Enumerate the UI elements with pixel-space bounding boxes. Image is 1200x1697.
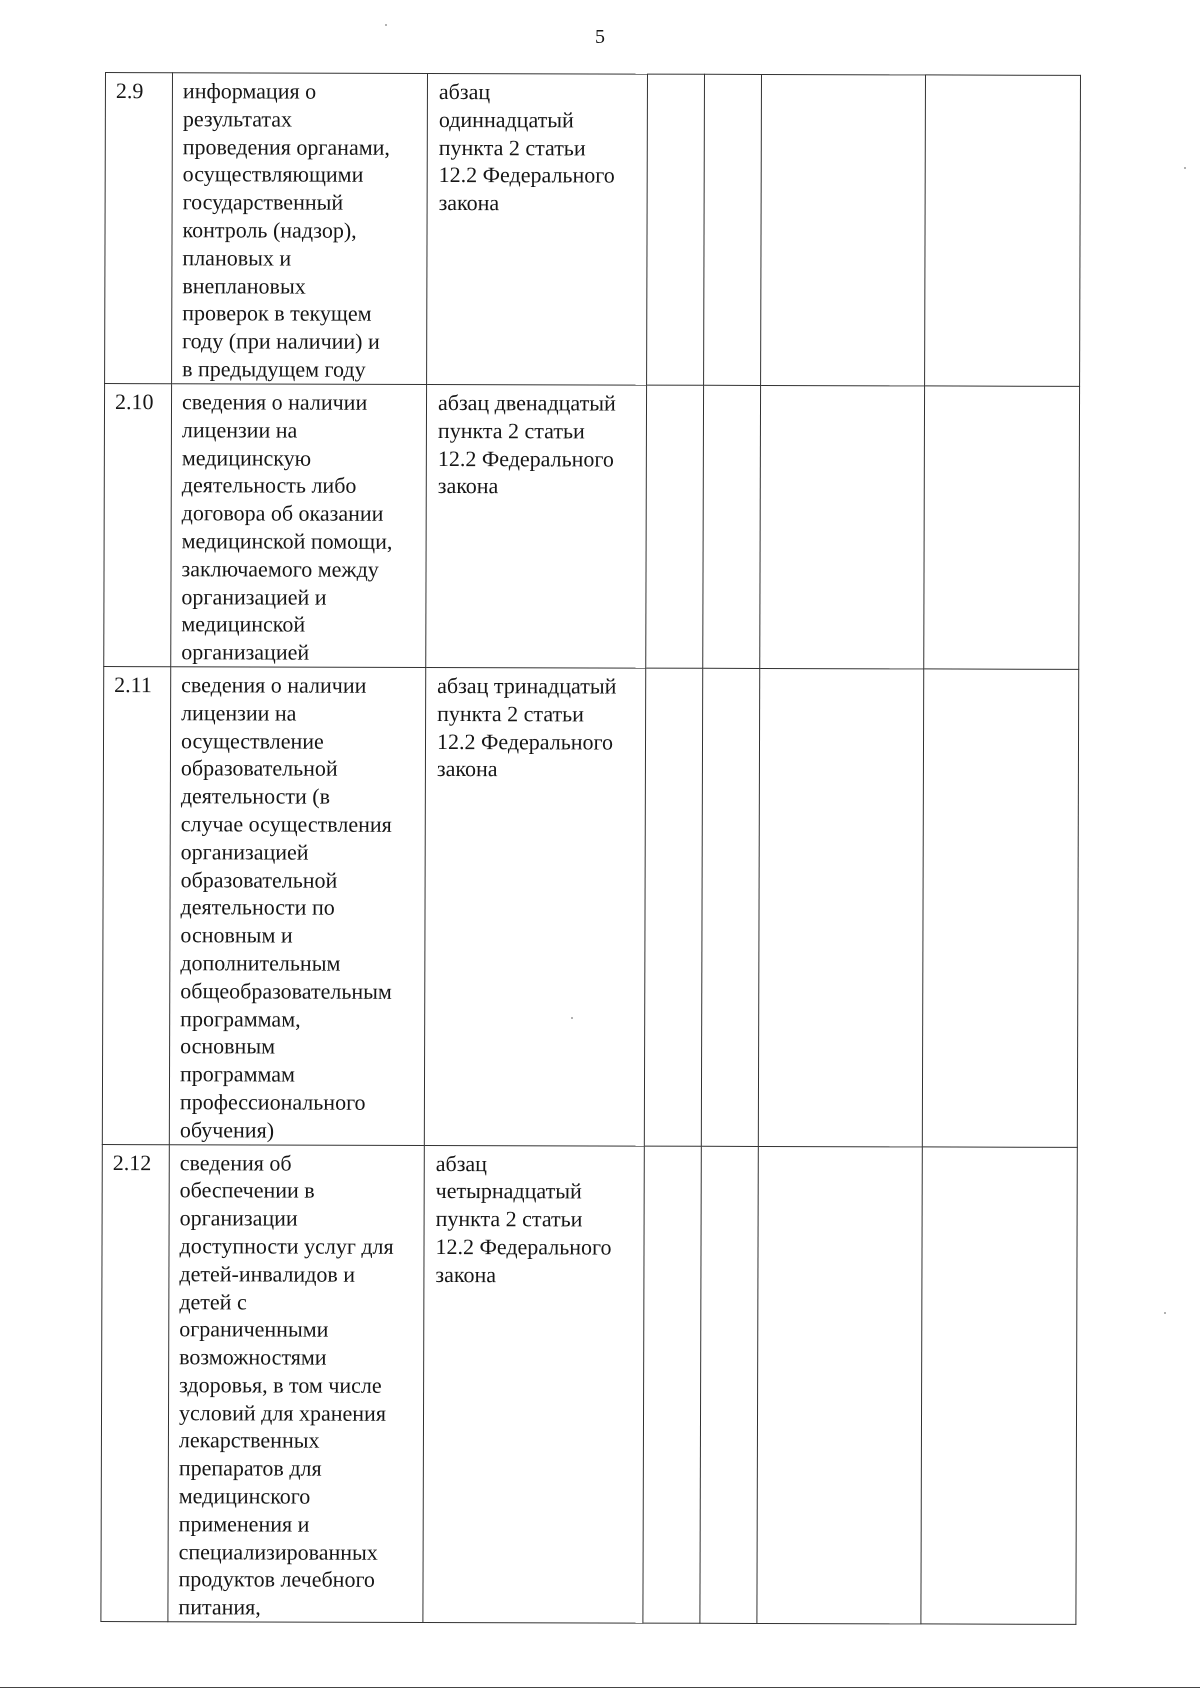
- scan-speck: [1164, 1312, 1166, 1314]
- empty-cell: [643, 1146, 701, 1624]
- table-row: [104, 384, 1080, 670]
- empty-cell: [703, 385, 761, 668]
- table-row: [105, 73, 1081, 387]
- table-row: [102, 666, 1078, 1146]
- requirements-table: [100, 72, 1081, 1625]
- scan-edge-line: [0, 1687, 1200, 1688]
- legal-reference: абзац двенадцатый пункта 2 статьи 12.2 Федерального закона: [426, 384, 647, 668]
- item-number: 2.12: [101, 1144, 169, 1622]
- item-description: информация о результатах проведения органами, осуществляющими государственный контроль (надзор), плановых и внеплановых проверок в текущем году (при наличии) и в предыдущем году: [172, 73, 428, 385]
- item-number: 2.10: [104, 384, 172, 667]
- item-number: 2.11: [102, 666, 170, 1144]
- scan-speck: [1184, 167, 1186, 169]
- empty-cell: [925, 75, 1081, 386]
- item-description: сведения об обеспечении в организации доступности услуг для детей-инвалидов и детей с ограниченными возможностями здоровья, в том числе условий для хранения лекарственных препаратов для медицинского применения и специализированных продуктов лечебного питания,: [168, 1144, 424, 1622]
- legal-reference: абзац тринадцатый пункта 2 статьи 12.2 Федерального закона: [424, 667, 645, 1145]
- empty-cell: [761, 74, 926, 385]
- legal-reference: абзац четырнадцатый пункта 2 статьи 12.2 Федерального закона: [423, 1145, 644, 1623]
- scan-speck: [385, 24, 387, 26]
- item-description: сведения о наличии лицензии на осуществление образовательной деятельности (в случае осуществления организацией образовательной деятельности по основным и дополнительным общеобразовательным программам, основным программам профессионального обучения): [169, 667, 425, 1145]
- empty-cell: [921, 1146, 1077, 1624]
- table-row: [101, 1144, 1077, 1624]
- item-description: сведения о наличии лицензии на медицинскую деятельность либо договора об оказании медицинской помощи, заключаемого между организацией и медицинской организацией: [171, 384, 427, 668]
- empty-cell: [757, 1146, 922, 1624]
- item-number: 2.9: [105, 73, 173, 384]
- legal-reference: абзац одиннадцатый пункта 2 статьи 12.2 Федерального закона: [427, 73, 648, 385]
- page-number: 5: [595, 26, 605, 48]
- empty-cell: [760, 385, 925, 668]
- empty-cell: [647, 74, 705, 385]
- scan-speck: [571, 1017, 573, 1019]
- empty-cell: [704, 74, 762, 385]
- empty-cell: [700, 1146, 758, 1624]
- empty-cell: [701, 668, 759, 1146]
- empty-cell: [644, 668, 702, 1146]
- empty-cell: [922, 669, 1078, 1147]
- empty-cell: [924, 386, 1080, 669]
- empty-cell: [646, 385, 704, 668]
- empty-cell: [758, 668, 923, 1146]
